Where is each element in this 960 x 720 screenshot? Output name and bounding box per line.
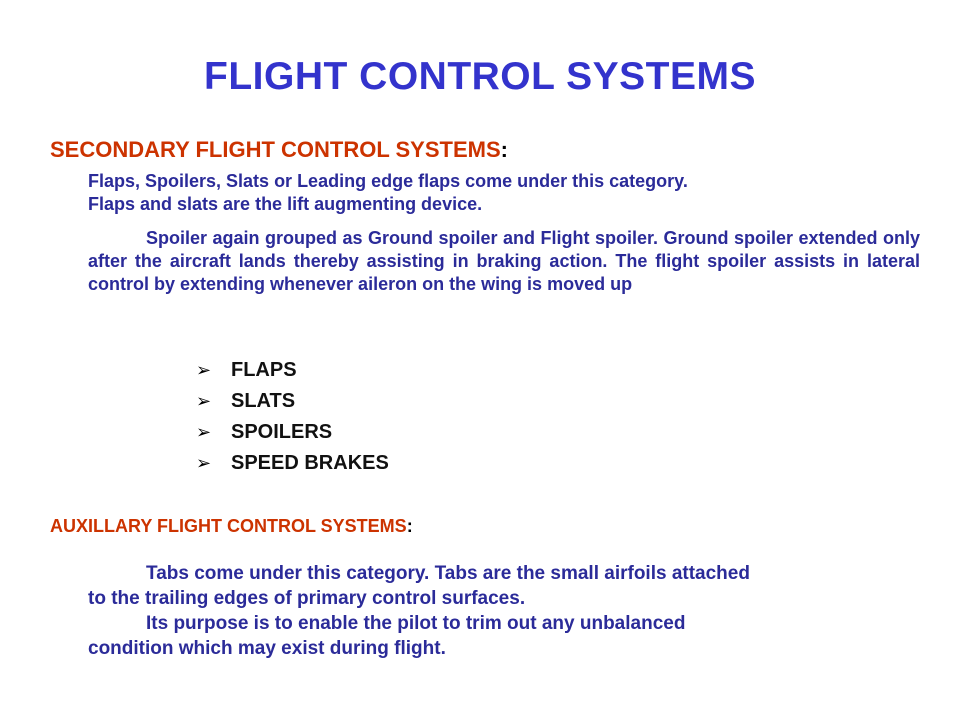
list-item-label: SLATS	[231, 390, 296, 412]
arrow-bullet-icon: ➢	[196, 422, 212, 442]
auxiliary-paragraph	[88, 561, 920, 661]
arrow-bullet-icon: ➢	[196, 453, 212, 473]
list-item-label: FLAPS	[231, 359, 297, 381]
list-item-label: SPOILERS	[231, 421, 333, 443]
list-item	[196, 417, 389, 448]
secondary-heading-text: SECONDARY FLIGHT CONTROL SYSTEMS	[50, 137, 501, 162]
list-item-label: SPEED BRAKES	[231, 452, 389, 474]
auxiliary-line-1: Tabs come under this category. Tabs are the small airfoils attached	[146, 563, 750, 584]
slide-title: FLIGHT CONTROL SYSTEMS	[204, 55, 756, 98]
secondary-heading	[50, 135, 508, 165]
auxiliary-heading	[50, 513, 413, 539]
secondary-intro-line-1: Flaps, Spoilers, Slats or Leading edge flaps come under this category.	[88, 171, 688, 191]
spoiler-paragraph: Spoiler again grouped as Ground spoiler and Flight spoiler. Ground spoiler extended only after the aircraft lands thereby assisting in braking action. The flight spoiler assists in lateral control by extending whenever aileron on the wing is moved up	[88, 228, 920, 295]
list-item	[196, 355, 389, 386]
list-item	[196, 386, 389, 417]
auxiliary-line-3: Its purpose is to enable the pilot to trim out any unbalanced	[146, 613, 686, 634]
list-item	[196, 448, 389, 479]
auxiliary-line-4: condition which may exist during flight.	[88, 638, 446, 659]
secondary-intro	[88, 170, 920, 216]
arrow-bullet-icon: ➢	[196, 391, 212, 411]
arrow-bullet-icon: ➢	[196, 360, 212, 380]
secondary-systems-list	[196, 355, 389, 479]
auxiliary-heading-colon: :	[406, 516, 413, 536]
auxiliary-line-2: to the trailing edges of primary control surfaces.	[88, 588, 526, 609]
secondary-intro-line-2: Flaps and slats are the lift augmenting device.	[88, 194, 483, 215]
secondary-heading-colon: :	[500, 137, 508, 162]
auxiliary-heading-text: AUXILLARY FLIGHT CONTROL SYSTEMS	[50, 516, 407, 536]
